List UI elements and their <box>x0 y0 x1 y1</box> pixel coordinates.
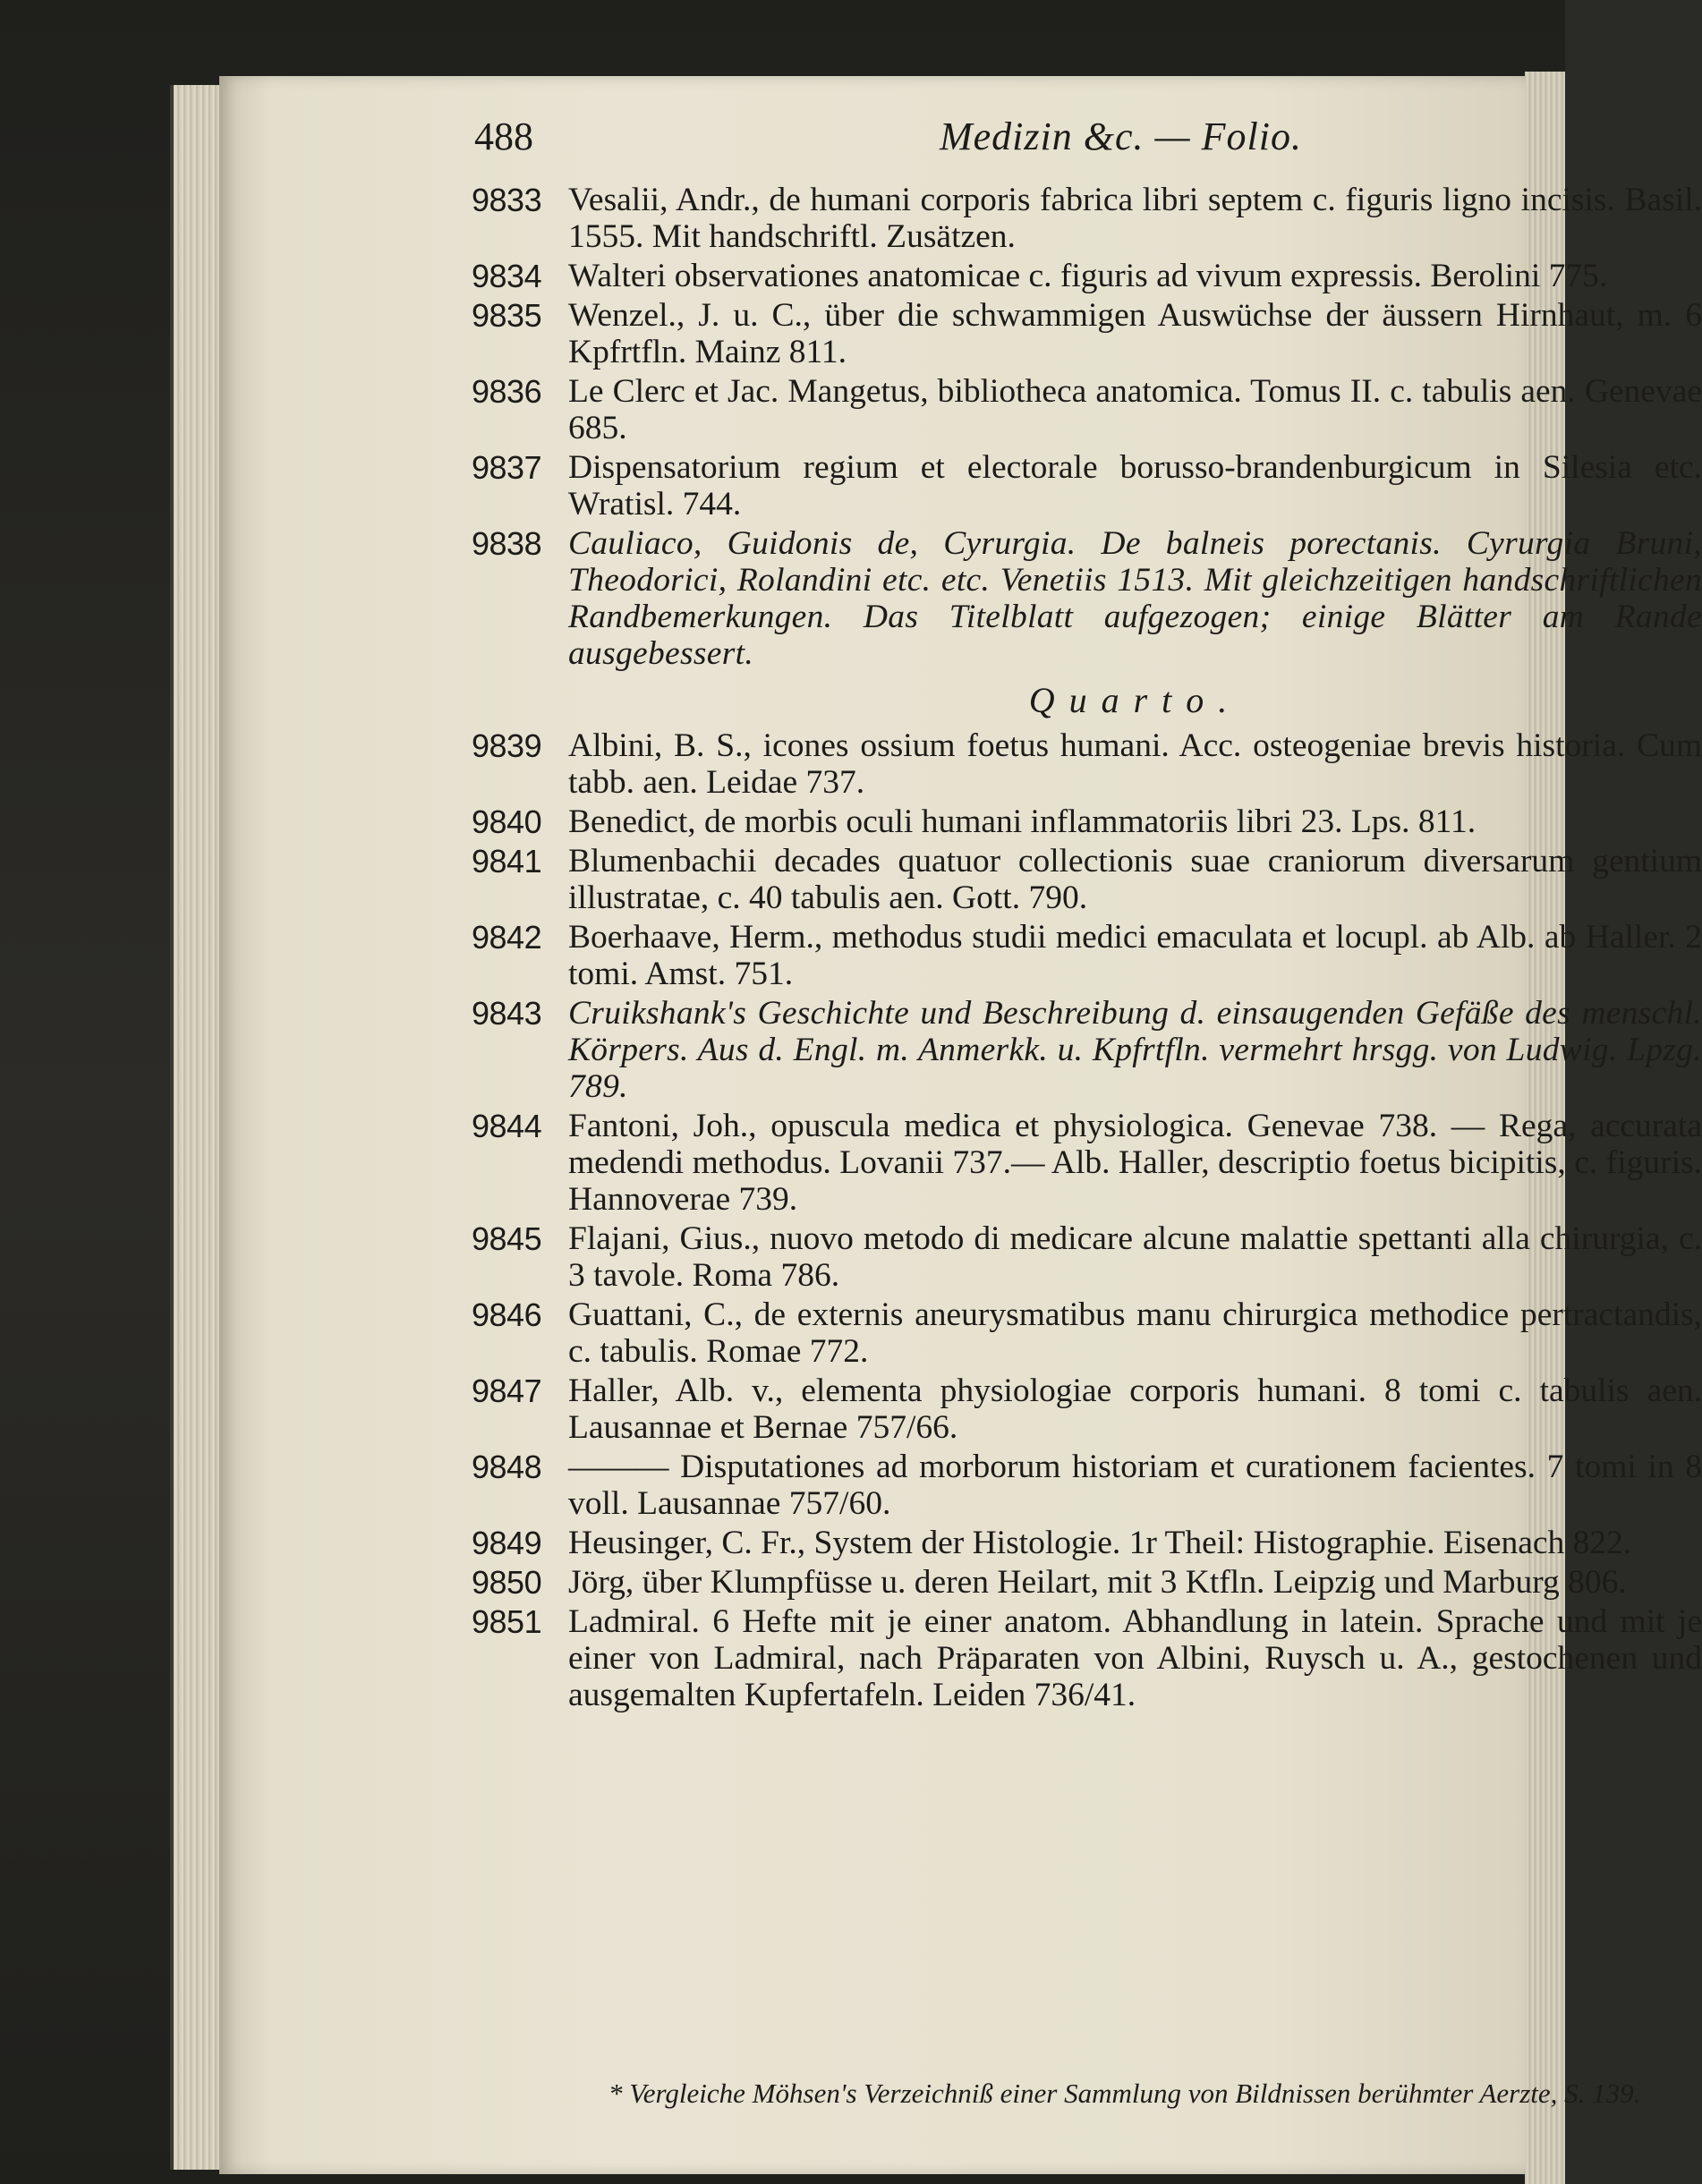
entry-number: 9836 <box>472 373 542 410</box>
catalog-entry <box>472 373 1702 446</box>
catalog-entry <box>472 919 1702 992</box>
catalog-entry <box>472 843 1702 916</box>
section-heading: Quarto. <box>1028 680 1242 720</box>
catalog-entry <box>472 525 1702 672</box>
catalog-entry <box>472 1525 1702 1561</box>
entry-number: 9839 <box>472 727 542 764</box>
entry-text: Albini, B. S., icones ossium foetus humani. Acc. osteogeniae brevis historia. Cum tabb. aen. Leidae 737. <box>568 727 1702 801</box>
page-number: 488 <box>474 115 533 158</box>
catalog-entry <box>472 1296 1702 1370</box>
entry-number: 9842 <box>472 919 542 956</box>
catalog-entry <box>472 1449 1702 1522</box>
entry-text: Cauliaco, Guidonis de, Cyrurgia. De balneis porectanis. Cyrurgia Bruni, Theodorici, Rolandini etc. etc. Venetiis 1513. Mit gleichzeitigen handschriftlichen Randbemerkungen. Das Titelblatt aufgezogen; einige Blätter am Rande ausgebessert. <box>568 525 1702 672</box>
entry-number: 9837 <box>472 449 542 486</box>
catalog-entry <box>472 297 1702 370</box>
catalog-entry <box>472 995 1702 1105</box>
entry-number: 9849 <box>472 1525 542 1561</box>
entry-text: Jörg, über Klumpfüsse u. deren Heilart, mit 3 Ktfln. Leipzig und Marburg 806. <box>568 1564 1627 1601</box>
entry-text: Blumenbachii decades quatuor collectionis suae craniorum diversarum gentium illustratae, c. 40 tabulis aen. Gott. 790. <box>568 843 1702 916</box>
entry-text: Benedict, de morbis oculi humani inflammatoriis libri 23. Lps. 811. <box>568 803 1476 840</box>
entry-text: Le Clerc et Jac. Mangetus, bibliotheca anatomica. Tomus II. c. tabulis aen. Genevae 685. <box>568 373 1702 446</box>
entry-text: Wenzel., J. u. C., über die schwammigen Auswüchse der äussern Hirnhaut, m. 6 Kpfrtfln. Mainz 811. <box>568 297 1702 370</box>
page-header <box>474 110 1700 164</box>
catalog-entry <box>472 1372 1702 1446</box>
entry-number: 9851 <box>472 1603 542 1640</box>
entry-text: Vesalii, Andr., de humani corporis fabrica libri septem c. figuris ligno incisis. Basil. 1555. Mit handschriftl. Zusätzen. <box>568 182 1702 255</box>
entry-number: 9844 <box>472 1108 542 1144</box>
entry-text: Cruikshank's Geschichte und Beschreibung d. einsaugenden Gefäße des menschl. Körpers. Aus d. Engl. m. Anmerkk. u. Kpfrtfln. vermehrt hrsgg. von Ludwig. Lpzg. 789. <box>568 995 1702 1105</box>
catalog-entry <box>472 1220 1702 1294</box>
entry-number: 9833 <box>472 182 542 218</box>
entry-number: 9838 <box>472 525 542 562</box>
entry-number: 9840 <box>472 803 542 840</box>
entry-number: 9848 <box>472 1449 542 1485</box>
page-content <box>219 76 1702 2174</box>
entry-text: Ladmiral. 6 Hefte mit je einer anatom. Abhandlung in latein. Sprache und mit je einer von Ladmiral, nach Präparaten von Albini, Ruysch u. A., gestochenen und ausgemalten Kupfertafeln. Leiden 736/41. <box>568 1603 1702 1713</box>
running-title: Medizin &c. — Folio. <box>940 115 1302 158</box>
entry-number: 9850 <box>472 1564 542 1601</box>
entry-text: Dispensatorium regium et electorale borusso-brandenburgicum in Silesia etc. Wratisl. 744. <box>568 449 1702 523</box>
entry-text: Boerhaave, Herm., methodus studii medici emaculata et locupl. ab Alb. ab Haller. 2 tomi. Amst. 751. <box>568 919 1702 992</box>
catalog-entry <box>472 1108 1702 1218</box>
catalog-entry <box>472 727 1702 801</box>
entry-text: Heusinger, C. Fr., System der Histologie. 1r Theil: Histographie. Eisenach 822. <box>568 1525 1632 1561</box>
entry-number: 9843 <box>472 995 542 1032</box>
footnote: * Vergleiche Möhsen's Verzeichniß einer Sammlung von Bildnissen berühmter Aerzte, S. 139. <box>608 2078 1641 2109</box>
entry-number: 9835 <box>472 297 542 334</box>
entry-number: 9846 <box>472 1296 542 1333</box>
catalog-entries <box>472 182 1702 1713</box>
entry-text: Guattani, C., de externis aneurysmatibus manu chirurgica methodice pertractandis, c. tabulis. Romae 772. <box>568 1296 1702 1370</box>
catalog-entry <box>472 1564 1702 1601</box>
entry-number: 9847 <box>472 1372 542 1409</box>
entry-text: Haller, Alb. v., elementa physiologiae corporis humani. 8 tomi c. tabulis aen. Lausannae et Bernae 757/66. <box>568 1372 1702 1446</box>
entry-number: 9841 <box>472 843 542 880</box>
catalog-entry <box>472 258 1702 294</box>
entry-text: ——— Disputationes ad morborum historiam et curationem facientes. 7 tomi in 8 voll. Lausannae 757/60. <box>568 1449 1702 1522</box>
book-page <box>219 76 1702 2174</box>
catalog-entry <box>472 803 1702 840</box>
entry-text: Flajani, Gius., nuovo metodo di medicare alcune malattie spettanti alla chirurgia, c. 3 tavole. Roma 786. <box>568 1220 1702 1294</box>
catalog-entry <box>472 449 1702 523</box>
catalog-entry <box>472 182 1702 255</box>
entry-number: 9845 <box>472 1220 542 1257</box>
entry-number: 9834 <box>472 258 542 294</box>
entry-text: Walteri observationes anatomicae c. figuris ad vivum expressis. Berolini 775. <box>568 258 1608 294</box>
entry-text: Fantoni, Joh., opuscula medica et physiologica. Genevae 738. — Rega, accurata medendi methodus. Lovanii 737.— Alb. Haller, descriptio foetus bicipitis, c. figuris. Hannoverae 739. <box>568 1108 1702 1218</box>
catalog-entry <box>472 1603 1702 1713</box>
